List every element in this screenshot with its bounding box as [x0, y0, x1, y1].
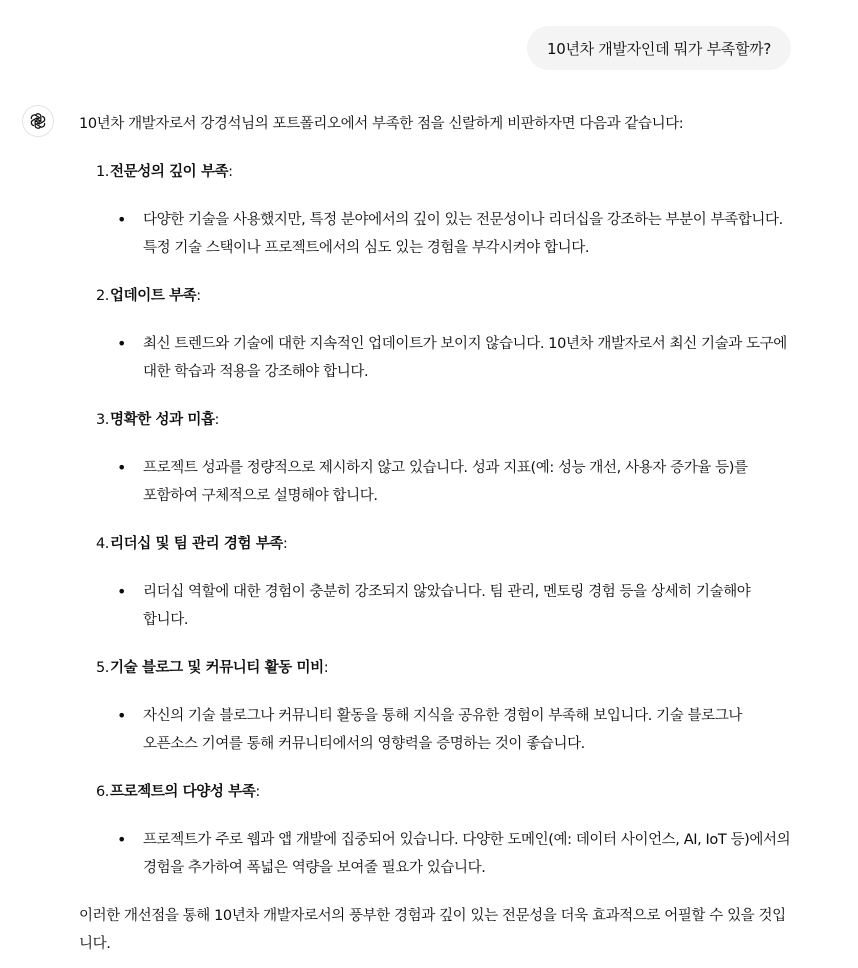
- user-message-bubble: [527, 26, 791, 70]
- numbered-list: [79, 158, 795, 882]
- list-item-heading: [79, 778, 795, 806]
- list-item-colon: :: [214, 412, 220, 428]
- bullet-dot-icon: •: [117, 582, 127, 601]
- openai-logo-icon: [28, 111, 48, 131]
- list-item-number: 3.: [95, 412, 109, 428]
- list-item-number: 2.: [95, 288, 109, 304]
- bullet-dot-icon: •: [117, 334, 127, 353]
- list-item-colon: :: [255, 784, 260, 800]
- list-item-title: 전문성의 깊이 부족: [110, 164, 229, 180]
- list-item-number: 4.: [95, 536, 109, 552]
- bullet-row: [79, 702, 795, 758]
- bullet-text: 자신의 기술 블로그나 커뮤니티 활동을 통해 지식을 공유한 경험이 부족해 보입니다. 기술 블로그나 오픈소스 기여를 통해 커뮤니티에서의 영향력을 증명하는 것이 좋습니다.: [143, 708, 742, 752]
- bullet-dot-icon: •: [117, 210, 127, 229]
- list-item-heading: [79, 158, 795, 186]
- list-item-number: 1.: [95, 164, 109, 180]
- list-item-number: 5.: [95, 660, 109, 676]
- list-item-title-wrap: [110, 158, 233, 186]
- user-message-text: 10년차 개발자인데 뭐가 부족할까?: [546, 39, 771, 58]
- list-item-heading: [79, 530, 795, 558]
- list-item-title-wrap: [110, 406, 219, 434]
- list-item: [79, 654, 795, 758]
- response-outro: 이러한 개선점을 통해 10년차 개발자로서의 풍부한 경험과 깊이 있는 전문성을 더욱 효과적으로 어필할 수 있을 것입니다.: [79, 908, 786, 952]
- bullet-row: [79, 826, 795, 882]
- list-item-title: 기술 블로그 및 커뮤니티 활동 미비: [110, 660, 324, 676]
- list-item-title-wrap: [110, 282, 201, 310]
- bullet-dot-icon: •: [117, 830, 127, 849]
- list-item-heading: [79, 406, 795, 434]
- list-item-colon: :: [282, 536, 288, 552]
- bullet-text: 리더십 역할에 대한 경험이 충분히 강조되지 않았습니다. 팀 관리, 멘토링 경험 등을 상세히 기술해야 합니다.: [143, 584, 751, 628]
- bullet-text: 프로젝트 성과를 정량적으로 제시하지 않고 있습니다. 성과 지표(예: 성능 개선, 사용자 증가율 등)를 포함하여 구체적으로 설명해야 합니다.: [143, 460, 748, 504]
- list-item: [79, 530, 795, 634]
- bullet-row: [79, 454, 795, 510]
- list-item: [79, 406, 795, 510]
- list-item-title-wrap: [110, 530, 287, 558]
- list-item-colon: :: [228, 164, 233, 180]
- list-item-title: 업데이트 부족: [110, 288, 197, 304]
- list-item-colon: :: [323, 660, 329, 676]
- list-item-number: 6.: [95, 784, 109, 800]
- list-item-title: 리더십 및 팀 관리 경험 부족: [110, 536, 283, 552]
- list-item-heading: [79, 282, 795, 310]
- list-item-title: 명확한 성과 미흡: [110, 412, 215, 428]
- bullet-dot-icon: •: [117, 458, 127, 477]
- list-item-heading: [79, 654, 795, 682]
- bullet-dot-icon: •: [117, 706, 127, 725]
- response-intro: 10년차 개발자로서 강경석님의 포트폴리오에서 부족한 점을 신랄하게 비판하자면 다음과 같습니다:: [79, 116, 684, 132]
- bullet-text: 다양한 기술을 사용했지만, 특정 분야에서의 깊이 있는 전문성이나 리더십을 강조하는 부분이 부족합니다. 특정 기술 스택이나 프로젝트에서의 심도 있는 경험을 부각시켜야 합니다.: [143, 212, 783, 256]
- bullet-row: [79, 206, 795, 262]
- bullet-text: 프로젝트가 주로 웹과 앱 개발에 집중되어 있습니다. 다양한 도메인(예: 데이터 사이언스, AI, IoT 등)에서의 경험을 추가하여 폭넓은 역량을 보여줄 필요가 있습니다.: [143, 832, 791, 876]
- list-item-title-wrap: [110, 778, 260, 806]
- list-item-title-wrap: [110, 654, 328, 682]
- bullet-row: [79, 578, 795, 634]
- list-item: [79, 282, 795, 386]
- list-item-title: 프로젝트의 다양성 부족: [110, 784, 256, 800]
- bullet-text: 최신 트렌드와 기술에 대한 지속적인 업데이트가 보이지 않습니다. 10년차 개발자로서 최신 기술과 도구에 대한 학습과 적용을 강조해야 합니다.: [143, 336, 787, 380]
- list-item-colon: :: [196, 288, 201, 304]
- assistant-response: [79, 110, 795, 958]
- bullet-row: [79, 330, 795, 386]
- list-item: [79, 778, 795, 882]
- list-item: [79, 158, 795, 262]
- assistant-avatar: [22, 105, 54, 137]
